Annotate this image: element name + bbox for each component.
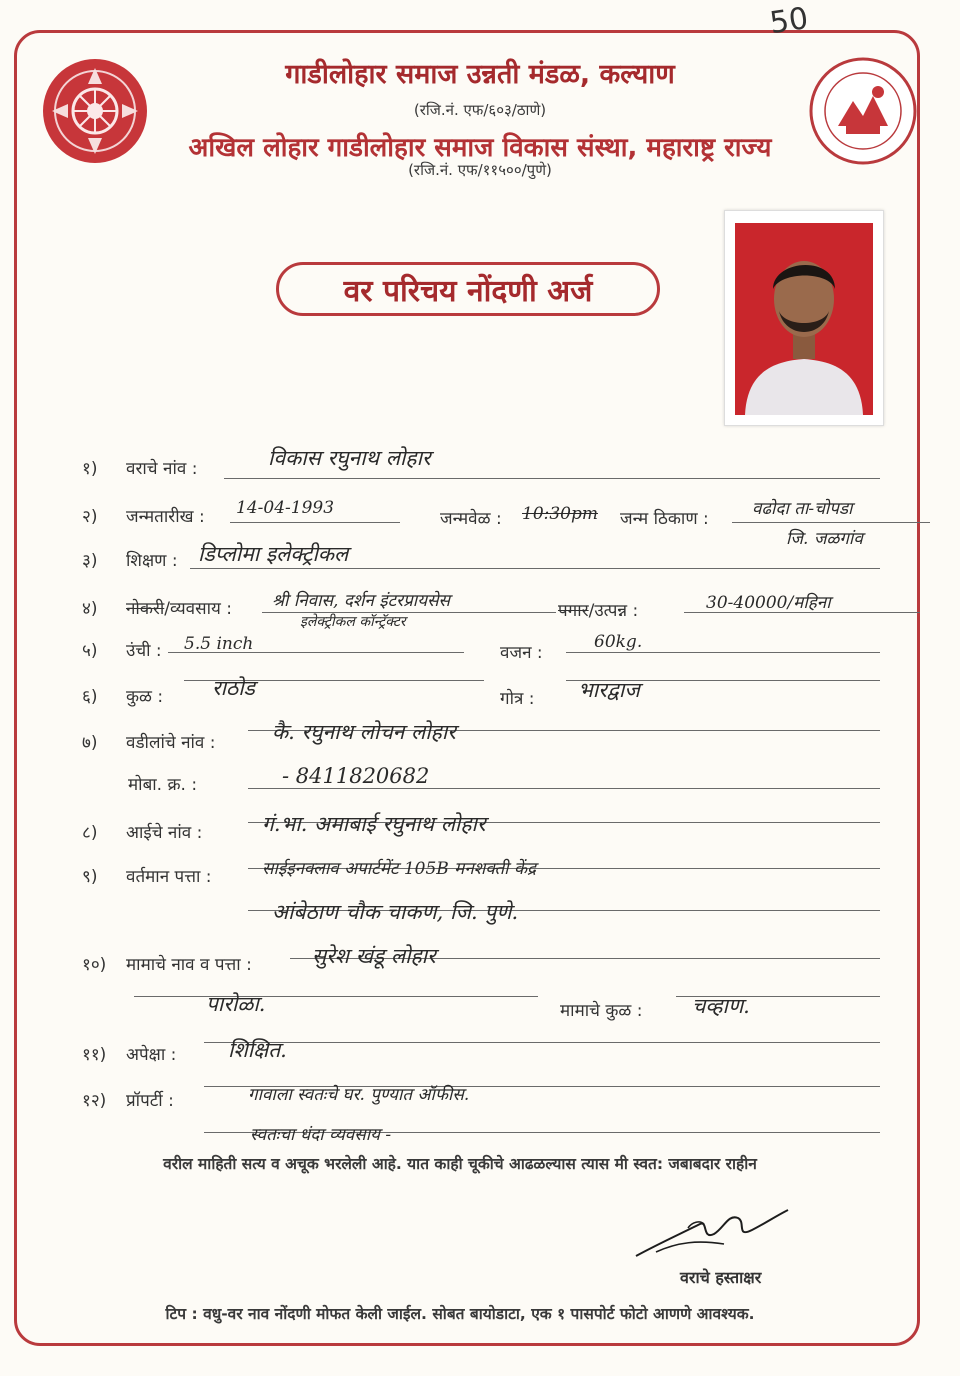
height-label: उंची : (126, 641, 162, 661)
address-label: वर्तमान पत्ता : (126, 867, 212, 887)
footer-note: टिप : वधु-वर नाव नोंदणी मोफत केली जाईल. सोबत बायोडाटा, एक १ पासपोर्ट फोटो आणणे आवश्यक. (165, 1305, 755, 1323)
property-value-2: स्वतःचा धंदा व्यवसाय - (250, 1125, 392, 1145)
birth-place-value: वढोदा ता-चोपडा (752, 499, 853, 519)
field-8-number: ८) (82, 823, 98, 843)
groom-name-value: विकास रघुनाथ लोहार (268, 446, 431, 470)
income-label-struck: पगार (558, 601, 589, 621)
passport-photo (724, 210, 884, 426)
field-1-number: १) (82, 459, 98, 479)
income-label (558, 598, 638, 621)
birth-date-label: जन्मतारीख : (126, 507, 205, 527)
field-11-number: ११) (82, 1045, 107, 1065)
birth-date-value: 14-04-1993 (236, 498, 335, 518)
income-label-text: /उत्पन्न : (588, 601, 639, 621)
property-label: प्रॉपर्टी : (126, 1091, 174, 1111)
groom-signature (628, 1194, 798, 1274)
occupation-label-text: /व्यवसाय : (164, 599, 232, 619)
occupation-label-struck: नोकरी (126, 599, 165, 619)
groom-name-label: वराचे नांव : (126, 459, 198, 479)
declaration-text: वरील माहिती सत्य व अचूक भरलेली आहे. यात काही चूकीचे आढळल्यास त्यास मी स्वत: जबाबदार राहीन (163, 1155, 757, 1173)
mother-name-label: आईचे नांव : (126, 823, 203, 843)
address-value-1: साईइनक्लाव अपार्टमेंट 105B मनशक्ती केंद्र (262, 859, 537, 879)
education-label: शिक्षण : (126, 551, 178, 571)
gotra-value: भारद्वाज (578, 678, 640, 702)
org-name-secondary: अखिल लोहार गाडीलोहार समाज विकास संस्था, महाराष्ट्र राज्य (188, 133, 772, 163)
field-10-number: १०) (82, 955, 107, 975)
expectations-value: शिक्षित. (228, 1038, 287, 1062)
field-12-number: १२) (82, 1091, 107, 1111)
field-5-number: ५) (82, 641, 98, 661)
property-value-1: गावाला स्वतःचे घर. पुण्यात ऑफीस. (248, 1085, 470, 1105)
birth-place-district: जि. जळगांव (786, 529, 863, 549)
maternal-uncle-label: मामाचे नाव व पत्ता : (126, 955, 252, 975)
birth-time-value: 10:30pm (522, 504, 598, 524)
org-reg-secondary: (रजि.नं. एफ/११५००/पुणे) (408, 161, 552, 179)
org-reg-primary: (रजि.नं. एफ/६०३/ठाणे) (413, 101, 547, 119)
expectations-label: अपेक्षा : (126, 1045, 177, 1065)
clan-label: कुळ : (126, 687, 164, 707)
father-name-value: कै. रघुनाथ लोचन लोहार (272, 720, 456, 744)
field-2-number: २) (82, 507, 98, 527)
field-9-number: ९) (82, 867, 98, 887)
field-6-number: ६) (82, 687, 98, 707)
field-7-number: ७) (82, 733, 98, 753)
mobile-value: - 8411820682 (282, 764, 430, 788)
org-name-primary: गाडीलोहार समाज उन्नती मंडळ, कल्याण (285, 59, 675, 90)
signature-label: वराचे हस्ताक्षर (680, 1268, 762, 1287)
page-number-mark: 50 (767, 1, 811, 42)
father-name-label: वडीलांचे नांव : (126, 733, 216, 753)
occupation-value: श्री निवास, दर्शन इंटरप्रायसेस (272, 591, 451, 611)
expectations-line (204, 1042, 880, 1043)
occupation-value-detail: इलेक्ट्रीकल कॉन्ट्रॅक्टर (300, 614, 406, 630)
birth-place-line (732, 522, 930, 523)
gotra-label: गोत्र : (500, 689, 535, 709)
maternal-clan-value: चव्हाण. (692, 994, 750, 1018)
weight-label: वजन : (500, 643, 543, 663)
maternal-uncle-value: सुरेश खंडू लोहार (312, 944, 436, 968)
birth-time-label: जन्मवेळ : (440, 509, 502, 529)
mobile-line (248, 788, 880, 789)
field-3-number: ३) (82, 551, 98, 571)
height-value: 5.5 inch (184, 634, 254, 654)
mobile-label: मोबा. क्र. : (128, 775, 198, 795)
weight-value: 60kg. (594, 632, 643, 652)
field-4-number: ४) (82, 599, 98, 619)
education-line (190, 568, 880, 569)
groom-name-line (224, 478, 880, 479)
birth-date-line (230, 522, 400, 523)
maternal-uncle-address-line (134, 996, 538, 997)
mother-name-value: गं.भा. अमाबाई रघुनाथ लोहार (262, 812, 486, 836)
income-value: 30-40000/महिना (706, 593, 831, 613)
maternal-uncle-address: पारोळा. (206, 992, 266, 1016)
address-value-2: आंबेठाण चौक चाकण, जि. पुणे. (272, 900, 519, 924)
birth-place-label: जन्म ठिकाण : (620, 509, 709, 529)
education-value: डिप्लोमा इलेक्ट्रीकल (198, 542, 349, 566)
weight-line (566, 652, 880, 653)
maternal-clan-label: मामाचे कुळ : (560, 1001, 643, 1021)
clan-value: राठोड (212, 676, 255, 700)
form-title: वर परिचय नोंदणी अर्ज (276, 262, 660, 316)
occupation-label (126, 596, 232, 619)
